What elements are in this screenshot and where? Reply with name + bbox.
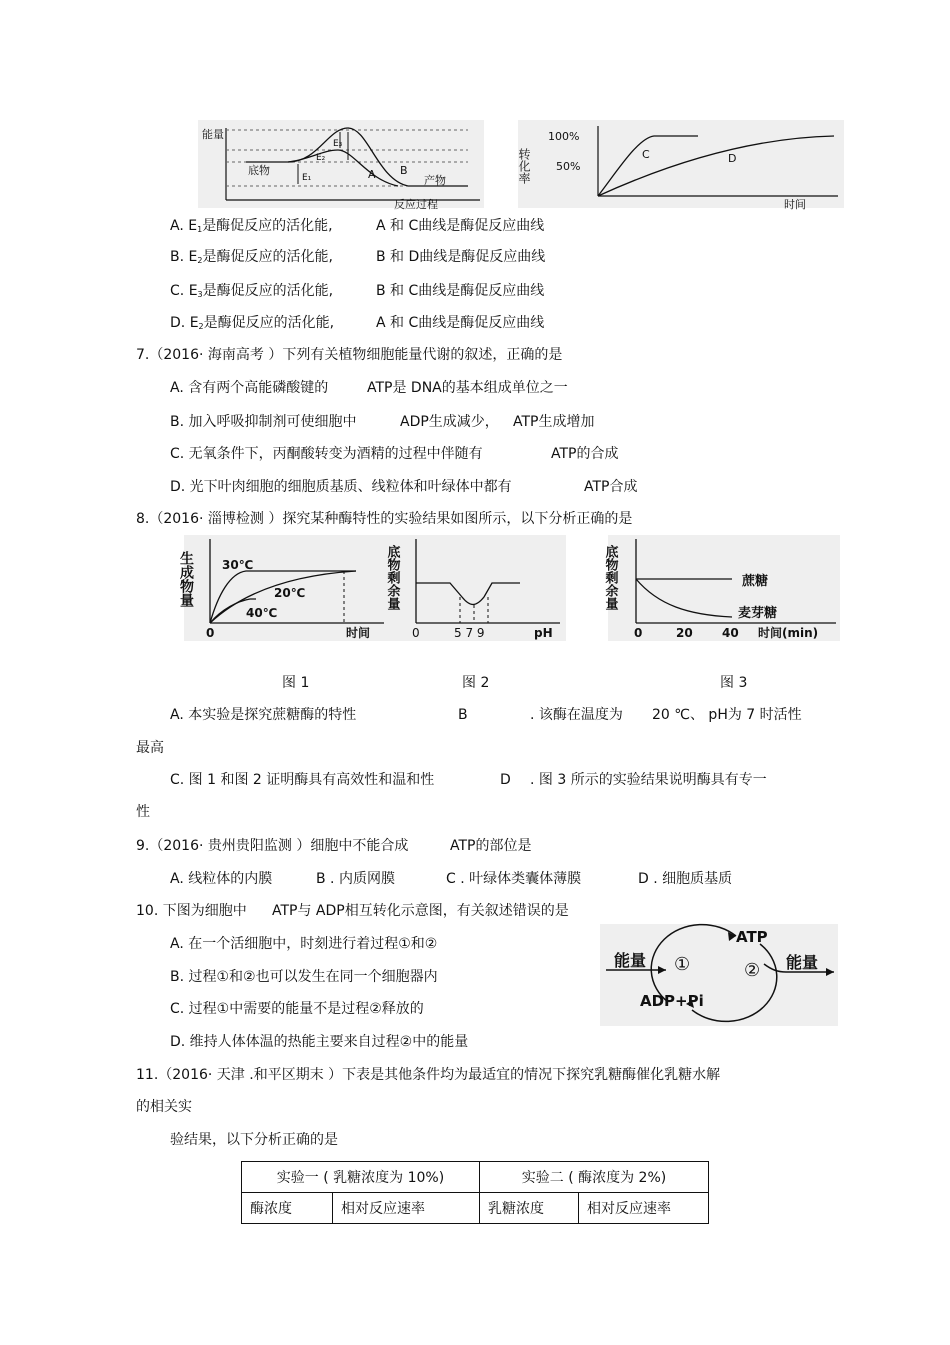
q6-option-c-cont: B 和 C曲线是酶促反应曲线 <box>376 283 545 299</box>
label-maltose: 麦芽糖 <box>738 606 778 621</box>
label-adp: ADP+Pi <box>640 992 704 1010</box>
xlabel: 时间 <box>346 626 371 640</box>
q6-option-d-cont: A 和 C曲线是酶促反应曲线 <box>376 315 545 331</box>
q8-figure-2-svg <box>384 535 566 641</box>
arc-hydrolysis <box>692 944 777 1021</box>
ylabel: 底物剩余量 <box>602 545 618 610</box>
caption-fig1: 图 1 <box>282 675 310 691</box>
q6-option-d[interactable]: D. $E_2$是酶促反应的活化能, <box>170 315 335 331</box>
atp-adp-diagram <box>600 924 838 1026</box>
q8-figure-1-svg <box>178 535 390 641</box>
label-product: 产物 <box>424 174 446 187</box>
label-30c: 30℃ <box>222 558 254 572</box>
q8-option-b-cont: 20 ℃、 pH为 7 时活性 <box>652 707 802 723</box>
label-energy-in: 能量 <box>614 951 647 970</box>
ticks: 5 7 9 <box>454 626 485 640</box>
table-col-rate1: 相对反应速率 <box>333 1193 480 1224</box>
q10-stem: 10. 下图为细胞中 <box>136 903 247 919</box>
q8-option-b-wrap: 最高 <box>136 740 164 756</box>
table-head-exp2: 实验二 ( 酶浓度为 2%) <box>480 1162 709 1193</box>
q6-option-a[interactable]: A. $E_1$是酶促反应的活化能, <box>170 218 333 234</box>
q6-option-b-cont: B 和 D曲线是酶促反应曲线 <box>376 249 546 265</box>
xlabel: 时间(min) <box>758 626 819 640</box>
label-40c: 40℃ <box>246 606 278 620</box>
q9-option-b[interactable]: B . 内质网膜 <box>316 871 395 887</box>
energy-in-arrow <box>658 966 666 974</box>
label-energy-out: 能量 <box>786 953 819 972</box>
q7-option-a[interactable]: A. 含有两个高能磷酸键的 <box>170 380 329 396</box>
label-e3: E₃ <box>333 139 343 149</box>
q7-option-b[interactable]: B. 加入呼吸抑制剂可使细胞中 <box>170 414 357 430</box>
conversion-chart <box>517 120 844 211</box>
ylabel: 能量 <box>202 128 224 141</box>
label-e1: E₁ <box>302 173 312 183</box>
label-d: D <box>728 152 737 165</box>
q8-figure-3-svg <box>602 535 840 641</box>
q10-option-a[interactable]: A. 在一个活细胞中，时刻进行着过程①和② <box>170 936 438 952</box>
q8-figure-2 <box>384 535 566 641</box>
label-atp: ATP <box>736 928 768 946</box>
table-head-row <box>242 1162 709 1193</box>
q8-figure-1 <box>178 535 390 641</box>
q6-option-c[interactable]: C. $E_3$是酶促反应的活化能, <box>170 283 334 299</box>
curve-d <box>598 136 834 196</box>
label-a: A <box>368 168 376 181</box>
caption-fig3: 图 3 <box>720 675 748 691</box>
q9-option-c[interactable]: C . 叶绿体类囊体薄膜 <box>446 871 582 887</box>
label-e2: E₂ <box>316 153 326 163</box>
table-sub-row <box>242 1193 709 1224</box>
q8-option-b-letter[interactable]: B <box>458 707 468 723</box>
q7-stem: 7.（2016· 海南高考 ）下列有关植物细胞能量代谢的叙述，正确的是 <box>136 347 563 363</box>
q8-option-d: . 图 3 所示的实验结果说明酶具有专一 <box>530 772 767 788</box>
ylabel: 转化率 <box>517 148 531 184</box>
energy-out-arrow <box>826 968 834 976</box>
label-20c: 20℃ <box>274 586 306 600</box>
q7-option-b-cont1: ADP生成减少， <box>400 414 499 430</box>
q10-option-b[interactable]: B. 过程①和②也可以发生在同一个细胞器内 <box>170 969 438 985</box>
q7-option-a-cont: ATP是 DNA的基本组成单位之一 <box>367 380 568 396</box>
atp-adp-diagram-svg <box>600 924 838 1026</box>
q9-stem: 9.（2016· 贵州贵阳监测 ）细胞中不能合成 <box>136 838 409 854</box>
arc-synthesis <box>651 925 736 1002</box>
tick-40: 40 <box>722 626 739 640</box>
q8-option-d-wrap: 性 <box>136 804 150 820</box>
q8-option-c[interactable]: C. 图 1 和图 2 证明酶具有高效性和温和性 <box>170 772 435 788</box>
ylabel: 底物剩余量 <box>384 545 400 610</box>
label-b: B <box>400 164 408 177</box>
q9-option-d[interactable]: D . 细胞质基质 <box>638 871 733 887</box>
q11-stem: 11.（2016· 天津 .和平区期末 ）下表是其他条件均为最适宜的情况下探究乳糖酶催化乳糖水解 <box>136 1067 721 1083</box>
q9-stem-cont: ATP的部位是 <box>450 838 532 854</box>
q10-option-c[interactable]: C. 过程①中需要的能量不是过程②释放的 <box>170 1001 424 1017</box>
q7-option-d[interactable]: D. 光下叶肉细胞的细胞质基质、线粒体和叶绿体中都有 <box>170 479 512 495</box>
energy-diagram-svg <box>198 120 484 211</box>
q7-option-c[interactable]: C. 无氧条件下，丙酮酸转变为酒精的过程中伴随有 <box>170 446 483 462</box>
label-process-2: ② <box>744 960 761 981</box>
origin: 0 <box>412 626 420 640</box>
q6-option-b[interactable]: B. $E_2$是酶促反应的活化能, <box>170 249 333 265</box>
tick-0: 0 <box>634 626 643 640</box>
xlabel: 时间 <box>784 198 806 211</box>
curve-c <box>598 136 698 196</box>
q9-option-a[interactable]: A. 线粒体的内膜 <box>170 871 273 887</box>
table-col-lactose: 乳糖浓度 <box>480 1193 579 1224</box>
q6-option-a-cont: A 和 C曲线是酶促反应曲线 <box>376 218 545 234</box>
q7-option-b-cont2: ATP生成增加 <box>513 414 595 430</box>
q8-option-a[interactable]: A. 本实验是探究蔗糖酶的特性 <box>170 707 357 723</box>
conversion-chart-svg <box>517 120 844 211</box>
q8-figure-3 <box>602 535 840 641</box>
q8-option-d-letter[interactable]: D <box>500 772 511 788</box>
table-col-enzyme: 酶浓度 <box>242 1193 333 1224</box>
q11-table <box>241 1161 709 1224</box>
ylabel: 生成物量 <box>178 551 194 607</box>
curve-ph <box>416 583 520 605</box>
table-col-rate2: 相对反应速率 <box>579 1193 709 1224</box>
label-sucrose: 蔗糖 <box>742 574 769 589</box>
energy-diagram <box>198 120 484 211</box>
q11-stem-line2: 的相关实 <box>136 1099 192 1115</box>
xlabel: 反应过程 <box>394 198 438 211</box>
q8-stem: 8.（2016· 淄博检测 ）探究某种酶特性的实验结果如图所示，以下分析正确的是 <box>136 511 633 527</box>
q10-stem-cont: ATP与 ADP相互转化示意图，有关叙述错误的是 <box>272 903 569 919</box>
label-process-1: ① <box>674 954 691 975</box>
tick-50: 50% <box>556 160 581 173</box>
origin: 0 <box>206 626 215 640</box>
q7-option-c-cont: ATP的合成 <box>551 446 619 462</box>
label-substrate: 底物 <box>248 164 270 177</box>
label-c: C <box>642 148 650 161</box>
q10-option-d[interactable]: D. 维持人体体温的热能主要来自过程②中的能量 <box>170 1034 469 1050</box>
table-head-exp1: 实验一 ( 乳糖浓度为 10%) <box>242 1162 480 1193</box>
tick-100: 100% <box>548 130 580 143</box>
curve-maltose <box>636 579 732 617</box>
xlabel: pH <box>534 626 553 640</box>
q7-option-d-cont: ATP合成 <box>584 479 638 495</box>
q8-option-b: . 该酶在温度为 <box>530 707 623 723</box>
tick-20: 20 <box>676 626 693 640</box>
q11-stem-line3: 验结果，以下分析正确的是 <box>170 1132 338 1148</box>
caption-fig2: 图 2 <box>462 675 490 691</box>
